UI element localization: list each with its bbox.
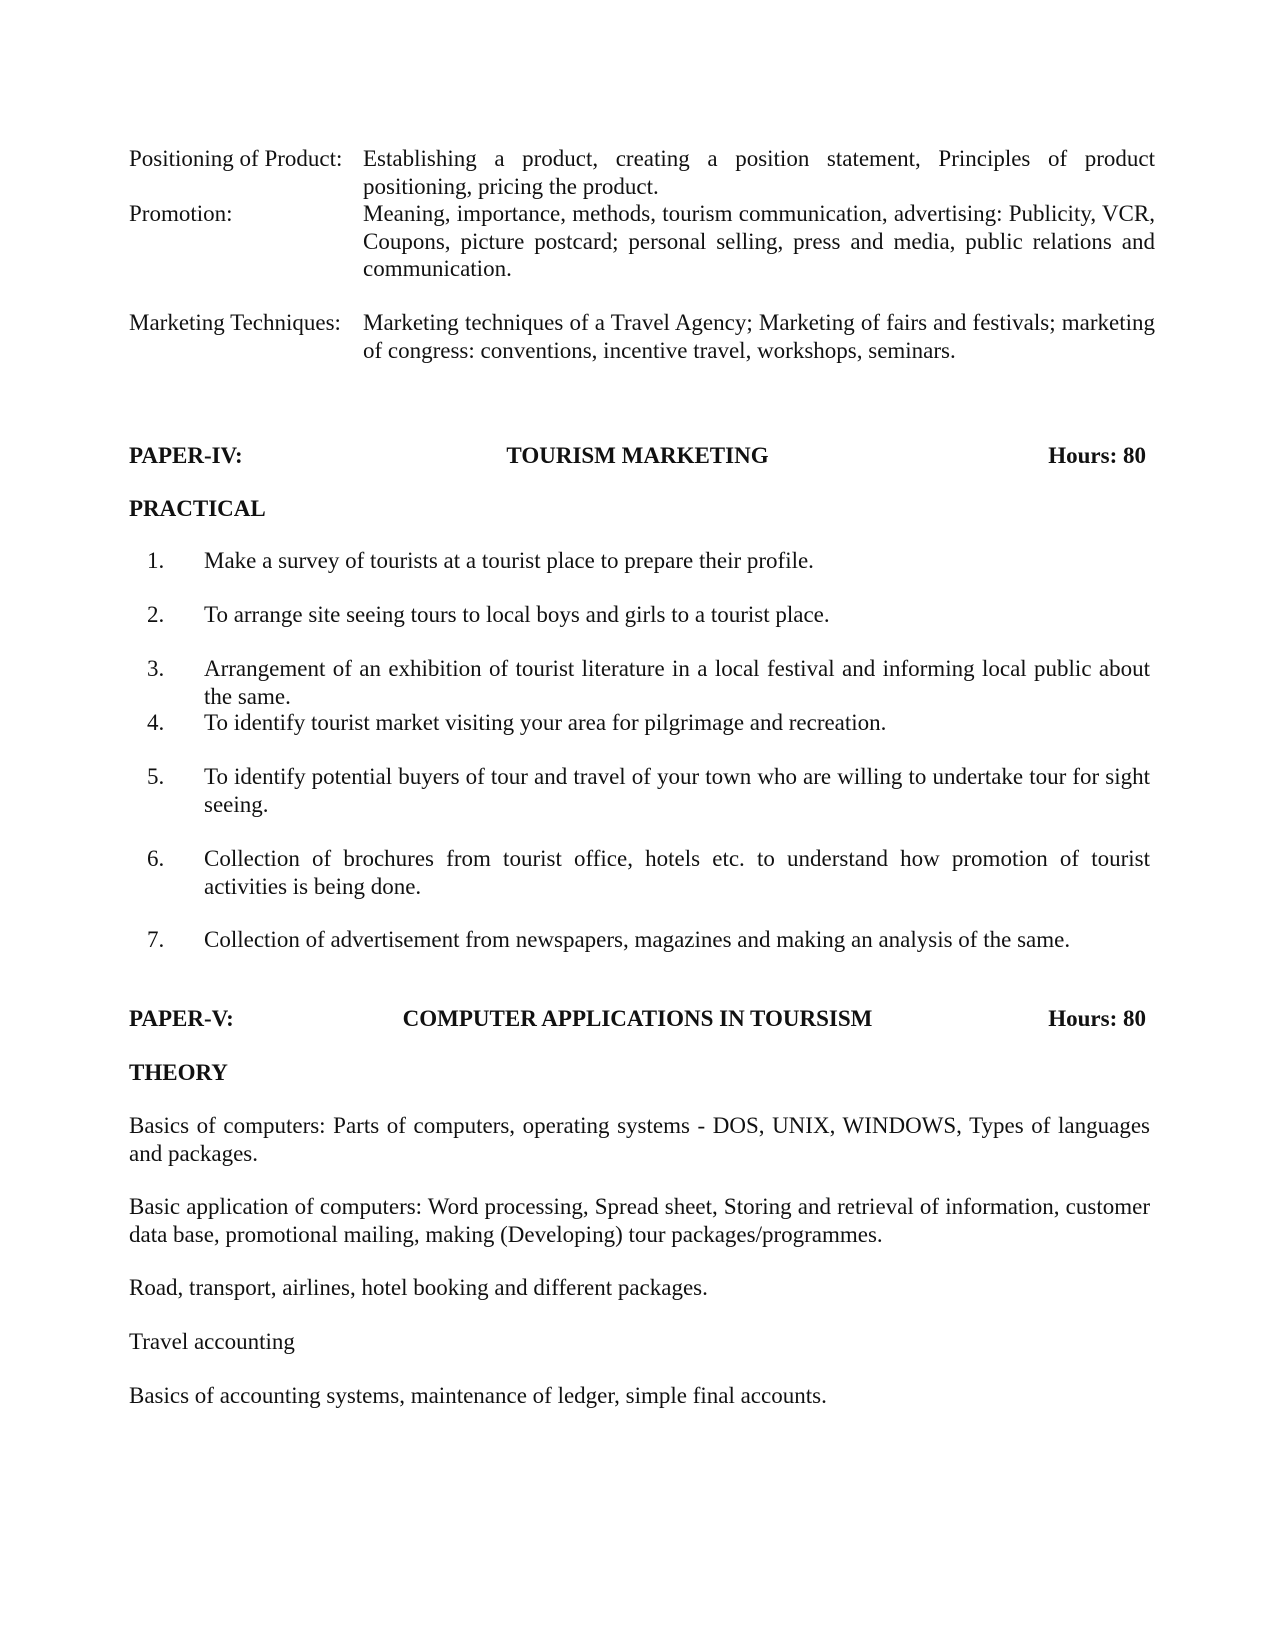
paper-code: PAPER-V: xyxy=(129,1006,234,1031)
list-item-number: 5. xyxy=(147,764,165,789)
definition-positioning-of-product: Establishing a product, creating a position statement, Principles of product positioning, pricing the product. xyxy=(363,146,1155,199)
term-promotion: Promotion: xyxy=(129,201,233,226)
list-item: Collection of advertisement from newspapers, magazines and making an analysis of the same. xyxy=(204,927,1071,952)
paper-hours: Hours: 80 xyxy=(1048,443,1146,468)
paper-header-v xyxy=(129,1005,1146,1035)
paper-code: PAPER-IV: xyxy=(129,443,243,468)
list-item-number: 7. xyxy=(147,927,165,952)
list-item: To arrange site seeing tours to local boys and girls to a tourist place. xyxy=(204,602,830,627)
paper-title: COMPUTER APPLICATIONS IN TOURSISM xyxy=(402,1006,873,1031)
list-item: Arrangement of an exhibition of tourist literature in a local festival and informing local public about the same. xyxy=(204,656,1150,709)
definition-marketing-techniques: Marketing techniques of a Travel Agency; Marketing of fairs and festivals; marketing of congress: conventions, incentive travel, workshops, seminars. xyxy=(363,310,1155,363)
paragraph: Basic application of computers: Word processing, Spread sheet, Storing and retrieval of information, customer data base, promotional mailing, making (Developing) tour packages/programmes. xyxy=(129,1194,1150,1247)
section-heading-theory: THEORY xyxy=(129,1060,228,1085)
list-item: Make a survey of tourists at a tourist place to prepare their profile. xyxy=(204,548,814,573)
paragraph: Road, transport, airlines, hotel booking and different packages. xyxy=(129,1275,708,1300)
paragraph: Travel accounting xyxy=(129,1329,295,1354)
term-marketing-techniques: Marketing Techniques: xyxy=(129,310,341,335)
paper-header-iv xyxy=(129,442,1146,472)
paragraph: Basics of computers: Parts of computers, operating systems - DOS, UNIX, WINDOWS, Types of languages and packages. xyxy=(129,1113,1150,1166)
term-positioning-of-product: Positioning of Product: xyxy=(129,146,343,171)
list-item: Collection of brochures from tourist office, hotels etc. to understand how promotion of tourist activities is being done. xyxy=(204,846,1150,899)
paragraph: Basics of accounting systems, maintenance of ledger, simple final accounts. xyxy=(129,1383,827,1408)
definition-promotion: Meaning, importance, methods, tourism communication, advertising: Publicity, VCR, Coupons, picture postcard; personal selling, press and media, public relations and communication. xyxy=(363,201,1155,281)
list-item-number: 1. xyxy=(147,548,165,573)
list-item-number: 4. xyxy=(147,710,165,735)
list-item-number: 3. xyxy=(147,656,165,681)
list-item-number: 2. xyxy=(147,602,165,627)
paper-title: TOURISM MARKETING xyxy=(506,443,769,468)
list-item: To identify tourist market visiting your area for pilgrimage and recreation. xyxy=(204,710,887,735)
list-item: To identify potential buyers of tour and travel of your town who are willing to undertake tour for sight seeing. xyxy=(204,764,1150,817)
list-item-number: 6. xyxy=(147,846,165,871)
section-heading-practical: PRACTICAL xyxy=(129,496,266,521)
paper-hours: Hours: 80 xyxy=(1048,1006,1146,1031)
